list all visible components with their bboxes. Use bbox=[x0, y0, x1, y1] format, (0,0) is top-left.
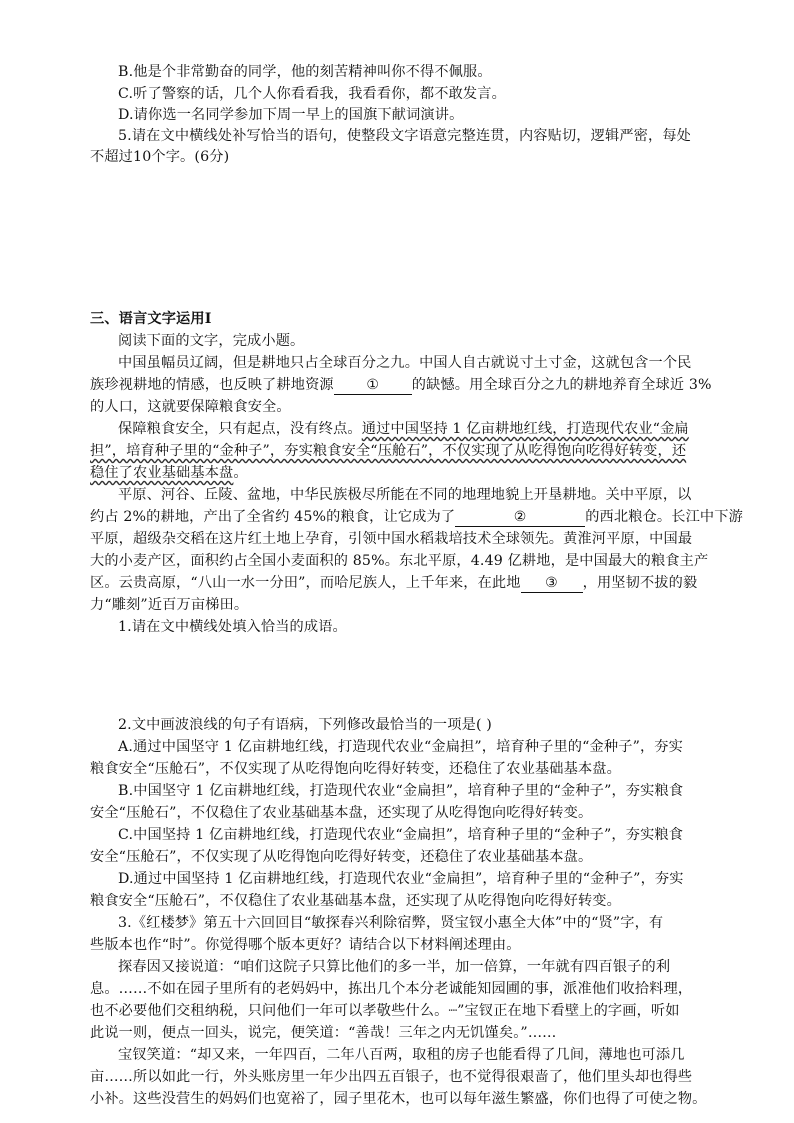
passage-line bbox=[90, 396, 715, 418]
text: C.听了警察的话，几个人你看看我，我看看你，都不敢发言。 bbox=[118, 86, 506, 102]
text: 约占 2%的耕地，产出了全省约 45%的粮食，让它成为了 bbox=[90, 509, 456, 525]
option-b-line bbox=[90, 780, 743, 802]
excerpt-line bbox=[90, 1022, 715, 1044]
passage-line bbox=[90, 572, 715, 594]
section-heading bbox=[90, 308, 715, 330]
text: 保障粮食安全，只有起点，没有终点。 bbox=[118, 421, 362, 437]
text: 的西北粮仓。长江中下游 bbox=[585, 509, 743, 525]
question-5-line-2 bbox=[90, 146, 715, 168]
text: 些版本也作“时”。你觉得哪个版本更好？请结合以下材料阐述理由。 bbox=[90, 937, 521, 953]
excerpt-line bbox=[90, 1000, 715, 1022]
text: 小补。这些没营生的妈妈们也宽裕了，园子里花木，也可以每年滋生繁盛，你们也得了可使之物。 bbox=[90, 1091, 707, 1107]
blank-number: ③ bbox=[545, 575, 559, 591]
question-3-line-2 bbox=[90, 934, 715, 956]
blank-number: ① bbox=[366, 377, 380, 393]
wavy-sentence: 通过中国坚持 1 亿亩耕地红线，打造现代农业“金扁 bbox=[361, 421, 689, 437]
text: 安全“压舱石”，不仅实现了从吃得饱向吃得好转变，还稳住了农业基础基本盘。 bbox=[90, 849, 593, 865]
passage-line bbox=[90, 374, 715, 396]
text: 力“雕刻”近百万亩梯田。 bbox=[90, 597, 249, 613]
text: 平原、河谷、丘陵、盆地，中华民族极尽所能在不同的地理地貌上开垦耕地。关中平原，以 bbox=[118, 487, 692, 503]
passage-line bbox=[90, 506, 743, 528]
option-a-line bbox=[90, 736, 743, 758]
excerpt-line bbox=[90, 1044, 743, 1066]
text: 区。云贵高原，“八山一水一分田”，而哈尼族人，上千年来，在此地 bbox=[90, 575, 521, 591]
passage-line bbox=[90, 528, 715, 550]
option-d-line bbox=[90, 868, 743, 890]
text: 平原，超级杂交稻在这片红土地上孕育，引领中国水稻栽培技术全球领先。黄淮河平原，中国最 bbox=[90, 531, 693, 547]
blank-3[interactable] bbox=[521, 574, 583, 593]
text: 探春因又接说道：“咱们这院子只算比他们的多一半，加一倍算，一年就有四百银子的利 bbox=[118, 959, 671, 975]
option-a-line-2 bbox=[90, 758, 715, 780]
text: 三、语言文字运用Ⅰ bbox=[90, 311, 212, 327]
text: ，用坚韧不拔的毅 bbox=[582, 575, 698, 591]
text: B.他是个非常勤奋的同学，他的刻苦精神叫你不得不佩服。 bbox=[118, 64, 492, 80]
instruction-line bbox=[90, 330, 743, 352]
text: 亩……所以如此一行，外头账房里一年少出四五百银子，也不觉得很艰啬了，他们里头却也得些 bbox=[90, 1069, 693, 1085]
text: 安全“压舱石”，不仅稳住了农业基础基本盘，还实现了从吃得饱向吃得好转变。 bbox=[90, 805, 593, 821]
text: 1.请在文中横线处填入恰当的成语。 bbox=[118, 619, 347, 635]
text: 宝钗笑道：“却又来，一年四百，二年八百两，取租的房子也能看得了几间，薄地也可添几 bbox=[118, 1047, 685, 1063]
passage-line bbox=[90, 484, 743, 506]
option-c-line bbox=[90, 824, 743, 846]
text: 族珍视耕地的情感，也反映了耕地资源 bbox=[90, 377, 334, 393]
text: 2.文中画波浪线的句子有语病，下列修改最恰当的一项是( ) bbox=[118, 717, 492, 733]
text: D.通过中国坚持 1 亿亩耕地红线，打造现代农业“金扁担”，培育种子里的“金种子”，夯实 bbox=[118, 871, 684, 887]
option-b-line bbox=[90, 61, 743, 83]
excerpt-line bbox=[90, 978, 715, 1000]
question-3-line bbox=[90, 912, 743, 934]
text: 中国虽幅员辽阔，但是耕地只占全球百分之九。中国人自古就说寸土寸金，这就包含一个民 bbox=[118, 355, 692, 371]
option-c-line bbox=[90, 83, 743, 105]
text: 粮食安全“压舱石”，不仅稳住了农业基础基本盘，还实现了从吃得饱向吃得好转变。 bbox=[90, 893, 621, 909]
passage-line bbox=[90, 440, 715, 462]
blank-1[interactable] bbox=[334, 376, 412, 395]
wavy-sentence: 担”，培育种子里的“金种子”，夯实粮食安全“压舱石”，不仅实现了从吃得饱向吃得好转变，还 bbox=[90, 443, 687, 459]
passage-line bbox=[90, 594, 715, 616]
wavy-sentence: 稳住了农业基础基本盘 bbox=[90, 465, 234, 481]
text: 此说一则，便点一回头，说完，便笑道：“善哉！三年之内无饥馑矣。”…… bbox=[90, 1025, 557, 1041]
text: 的缺憾。用全球百分之九的耕地养育全球近 3% bbox=[411, 377, 712, 393]
text: 大的小麦产区，面积约占全国小麦面积的 85%。东北平原，4.49 亿耕地，是中国最大的粮食主产 bbox=[90, 553, 709, 569]
text: B.中国坚守 1 亿亩耕地红线，打造现代农业“金扁担”，培育种子里的“金种子”，夯实粮食 bbox=[118, 783, 684, 799]
question-5-line bbox=[90, 125, 743, 147]
text: 也不必要他们交租纳税，只问他们一年可以孝敬些什么。┈”宝钗正在地下看壁上的字画，听如 bbox=[90, 1003, 680, 1019]
excerpt-line bbox=[90, 1066, 715, 1088]
question-1-line bbox=[90, 616, 743, 638]
blank-2[interactable] bbox=[455, 508, 585, 527]
text: 阅读下面的文字，完成小题。 bbox=[118, 333, 305, 349]
excerpt-line bbox=[90, 1088, 715, 1110]
text: A.通过中国坚守 1 亿亩耕地红线，打造现代农业“金扁担”，培育种子里的“金种子”，夯实 bbox=[118, 739, 683, 755]
option-d-line-2 bbox=[90, 890, 715, 912]
question-2-line bbox=[90, 714, 743, 736]
text: C.中国坚持 1 亿亩耕地红线，打造现代农业“金扁担”，培育种子里的“金种子”，夯实粮食 bbox=[118, 827, 684, 843]
blank-number: ② bbox=[513, 509, 527, 525]
option-b-line-2 bbox=[90, 802, 715, 824]
text: 不超过10个字。(6分) bbox=[90, 149, 230, 165]
option-c-line-2 bbox=[90, 846, 715, 868]
passage-line bbox=[90, 550, 715, 572]
text: 3.《红楼梦》第五十六回回目“敏探春兴利除宿弊，贤宝钗小惠全大体”中的“贤”字，有 bbox=[118, 915, 664, 931]
excerpt-line bbox=[90, 956, 743, 978]
passage-line bbox=[90, 352, 743, 374]
text: 5.请在文中横线处补写恰当的语句，使整段文字语意完整连贯，内容贴切，逻辑严密，每处 bbox=[118, 128, 692, 144]
passage-line bbox=[90, 418, 743, 440]
text: 粮食安全“压舱石”，不仅实现了从吃得饱向吃得好转变，还稳住了农业基础基本盘。 bbox=[90, 761, 621, 777]
passage-line bbox=[90, 462, 715, 484]
text: D.请你选一名同学参加下周一早上的国旗下献词演讲。 bbox=[118, 107, 464, 123]
text: 息。……不如在园子里所有的老妈妈中，拣出几个本分老诚能知园圃的事，派准他们收拾料理， bbox=[90, 981, 693, 997]
option-d-line bbox=[90, 104, 743, 126]
text: 的人口，这就要保障粮食安全。 bbox=[90, 399, 291, 415]
text: 。 bbox=[233, 465, 248, 481]
